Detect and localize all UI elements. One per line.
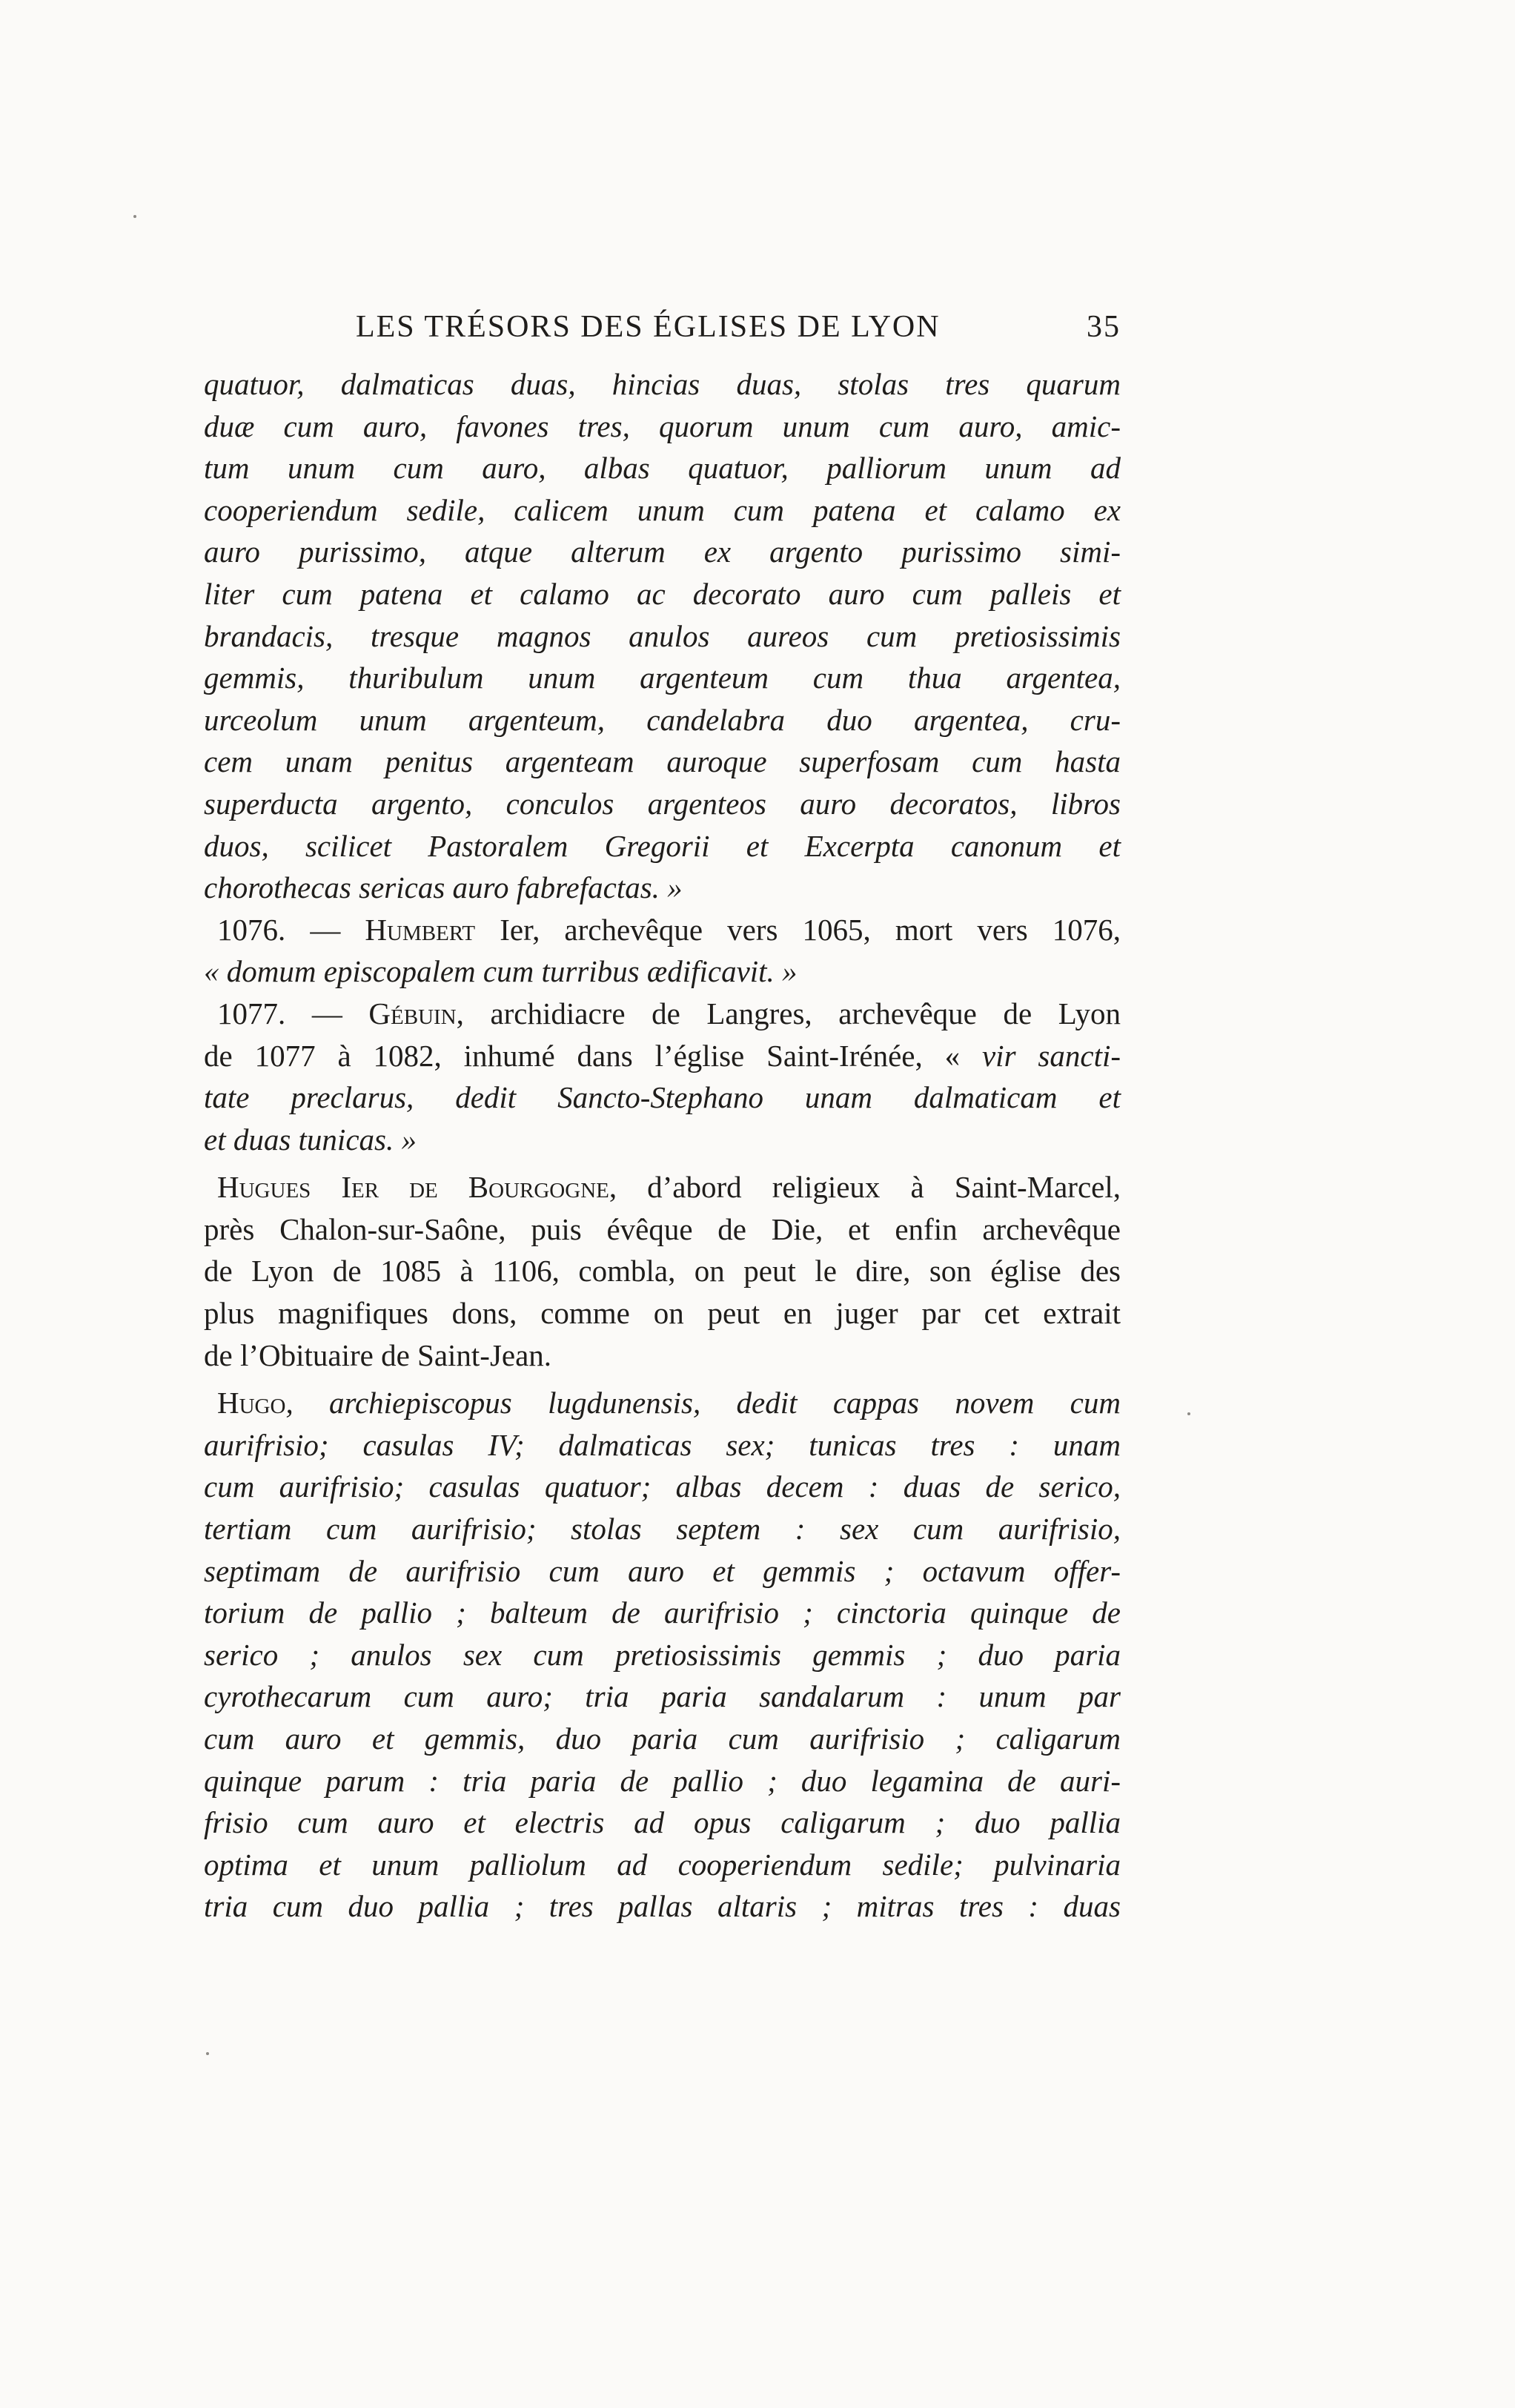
page-body <box>204 363 1121 1928</box>
text-line: de Lyon de 1085 à 1106, combla, on peut le dire, son église des <box>204 1254 1121 1289</box>
text-line <box>204 909 1121 951</box>
entry-text: Ier, archevêque vers 1065, mort vers 1076, <box>475 912 1121 947</box>
text-line: gemmis, thuribulum unum argenteum cum thua argentea, <box>204 661 1121 695</box>
entry-text: de 1077 à 1082, inhumé dans l’église Saint-Irénée, « <box>204 1038 982 1073</box>
paragraph-gap <box>204 1160 1121 1166</box>
text-line <box>204 1382 1121 1424</box>
page-number: 35 <box>1087 310 1121 344</box>
text-line: quinque parum : tria paria de pallio ; duo legamina de auri- <box>204 1763 1121 1798</box>
person-name: Hugo <box>217 1386 286 1420</box>
latin-quotation-continued <box>204 363 1121 909</box>
paper-speck <box>133 215 136 218</box>
latin-quote: , archiepiscopus lugdunensis, dedit cappas novem cum <box>285 1386 1121 1420</box>
text-line <box>204 1166 1121 1208</box>
text-line: cyrothecarum cum auro; tria paria sandalarum : unum par <box>204 1679 1121 1714</box>
text-line: septimam de aurifrisio cum auro et gemmis ; octavum offer- <box>204 1553 1121 1588</box>
paper-speck <box>1187 1412 1190 1415</box>
person-name: Humbert <box>365 912 476 947</box>
text-line: chorothecas sericas auro fabrefactas. » <box>204 870 683 905</box>
entry-date: 1077. — <box>217 996 369 1031</box>
text-line: quatuor, dalmaticas duas, hincias duas, stolas tres quarum <box>204 367 1121 401</box>
text-line: auro purissimo, atque alterum ex argento purissimo simi- <box>204 535 1121 569</box>
text-line: aurifrisio; casulas IV; dalmaticas sex; tunicas tres : unam <box>204 1427 1121 1462</box>
text-line: tertiam cum aurifrisio; stolas septem : sex cum aurifrisio, <box>204 1512 1121 1547</box>
entry-text: , archidiacre de Langres, archevêque de Lyon <box>456 996 1121 1031</box>
text-line: optima et unum palliolum ad cooperiendum sedile; pulvinaria <box>204 1847 1121 1882</box>
entry-1077-gebuin <box>204 993 1121 1160</box>
person-name: Gébuin <box>368 996 457 1031</box>
text-line: frisio cum auro et electris ad opus caligarum ; duo pallia <box>204 1805 1121 1840</box>
paper-speck <box>206 2052 209 2055</box>
text-line: plus magnifiques dons, comme on peut en juger par cet extrait <box>204 1296 1121 1331</box>
text-line: torium de pallio ; balteum de aurifrisio ; cinctoria quinque de <box>204 1595 1121 1630</box>
text-line: serico ; anulos sex cum pretiosissimis gemmis ; duo paria <box>204 1637 1121 1672</box>
entry-date: 1076. — <box>217 912 365 947</box>
latin-quote: vir sancti- <box>981 1038 1121 1073</box>
entry-hugues-de-bourgogne <box>204 1166 1121 1376</box>
text-line <box>204 993 1121 1035</box>
text-line: tate preclarus, dedit Sancto-Stephano unam dalmaticam et <box>204 1080 1121 1115</box>
person-name: Hugues Ier de Bourgogne <box>217 1170 609 1205</box>
text-line: liter cum patena et calamo ac decorato auro cum palleis et <box>204 576 1121 611</box>
text-line: cooperiendum sedile, calicem unum cum patena et calamo ex <box>204 492 1121 527</box>
text-line: duæ cum auro, favones tres, quorum unum cum auro, amic- <box>204 408 1121 443</box>
text-line <box>204 1035 1121 1077</box>
entry-1076-humbert <box>204 909 1121 993</box>
text-line: superducta argento, conculos argenteos auro decoratos, libros <box>204 786 1121 821</box>
text-line: tum unum cum auro, albas quatuor, palliorum unum ad <box>204 451 1121 486</box>
text-line: cum aurifrisio; casulas quatuor; albas decem : duas de serico, <box>204 1469 1121 1504</box>
text-line: et duas tunicas. » <box>204 1122 417 1157</box>
entry-text: , d’abord religieux à Saint-Marcel, <box>609 1170 1121 1205</box>
paragraph-gap <box>204 1376 1121 1382</box>
running-title: LES TRÉSORS DES ÉGLISES DE LYON <box>356 310 941 344</box>
text-line: de l’Obituaire de Saint-Jean. <box>204 1337 552 1372</box>
text-line: tria cum duo pallia ; tres pallas altaris ; mitras tres : duas <box>204 1889 1121 1924</box>
text-line: cem unam penitus argenteam auroque superfosam cum hasta <box>204 744 1121 779</box>
text-line: duos, scilicet Pastoralem Gregorii et Excerpta canonum et <box>204 828 1121 863</box>
obituary-extract <box>204 1382 1121 1928</box>
text-line: brandacis, tresque magnos anulos aureos cum pretiosissimis <box>204 618 1121 653</box>
text-line: cum auro et gemmis, duo paria cum aurifrisio ; caligarum <box>204 1721 1121 1756</box>
text-line: « domum episcopalem cum turribus ædificavit. » <box>204 954 798 989</box>
text-line: urceolum unum argenteum, candelabra duo argentea, cru- <box>204 702 1121 737</box>
text-line: près Chalon-sur-Saône, puis évêque de Die, et enfin archevêque <box>204 1211 1121 1246</box>
